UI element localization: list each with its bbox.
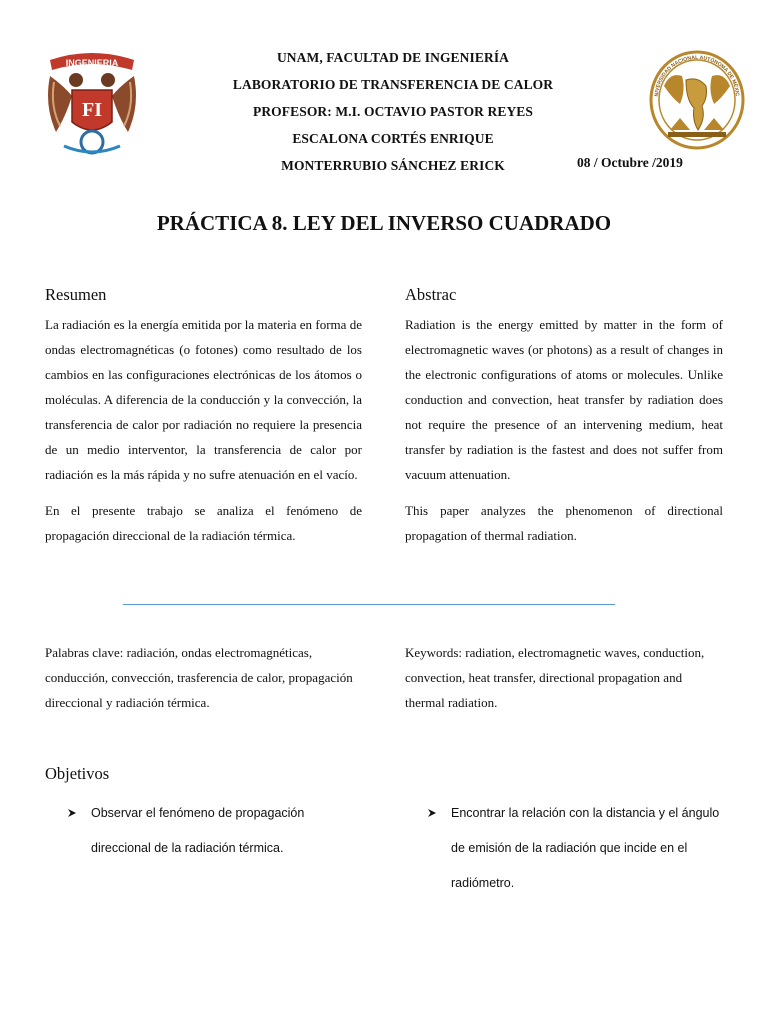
resumen-section [45, 284, 362, 548]
objetivos-heading: Objetivos [45, 764, 110, 783]
list-item [427, 796, 727, 901]
arrow-bullet-icon [427, 808, 437, 818]
keywords-en [405, 640, 723, 715]
logo-fi-letters: FI [82, 99, 102, 121]
document-title: PRÁCTICA 8. LEY DEL INVERSO CUADRADO [156, 211, 612, 235]
author-line-1: ESCALONA CORTÉS ENRIQUE [292, 131, 494, 146]
logo-banner-text: INGENIERIA [65, 58, 119, 68]
header-info [200, 44, 586, 179]
author-line-2: MONTERRUBIO SÁNCHEZ ERICK [281, 158, 505, 173]
resumen-heading: Resumen [45, 285, 107, 304]
resumen-paragraph-2: En el presente trabajo se analiza el fenómeno de propagación direccional de la radiación térmica. [45, 503, 362, 543]
objetivo-left [67, 796, 357, 866]
keywords-es-text: Palabras clave: radiación, ondas electromagnéticas, conducción, convección, trasferencia de calor, propagación direccional y radiación térmica. [45, 645, 353, 710]
resumen-paragraph-1: La radiación es la energía emitida por la materia en forma de ondas electromagnéticas (o fotones) como resultado de los cambios en las configuraciones electrónicas de los átomos o moléculas. A diferencia de la conducción y la convección, la transferencia de calor por radiación no requiere la presencia de un medio interventor, la transferencia de calor por radiación es la más rápida y no sufre atenuación en el vacío. [45, 317, 362, 482]
section-divider [123, 604, 615, 605]
objetivo-left-text: Observar el fenómeno de propagación direccional de la radiación térmica. [91, 806, 305, 855]
abstract-paragraph-2: This paper analyzes the phenomenon of directional propagation of thermal radiation. [405, 503, 723, 543]
institution-line: UNAM, FACULTAD DE INGENIERÍA [276, 50, 510, 65]
abstract-heading: Abstrac [405, 285, 457, 304]
seal-text: NIVERSIDAD NACIONAL AUTÓNOMA DE MÉXIC [653, 54, 740, 97]
objetivo-right [427, 796, 727, 901]
keywords-es [45, 640, 362, 715]
ingenieria-logo [42, 46, 142, 158]
list-item [67, 796, 357, 866]
laboratory-line: LABORATORIO DE TRANSFERENCIA DE CALOR [232, 77, 554, 92]
unam-seal-logo [646, 46, 748, 152]
abstract-section [405, 284, 723, 548]
abstract-paragraph-1: Radiation is the energy emitted by matter in the form of electromagnetic waves (or photons) as a result of changes in the electronic configurations of atoms or molecules. Unlike conduction and convection, heat transfer by radiation does not require the presence of an intervening medium, heat transfer by radiation is the fastest and does not suffer from vacuum attenuation. [405, 317, 723, 482]
professor-line: PROFESOR: M.I. OCTAVIO PASTOR REYES [252, 104, 534, 119]
objetivo-right-text: Encontrar la relación con la distancia y el ángulo de emisión de la radiación que incide en el radiómetro. [451, 806, 720, 890]
arrow-bullet-icon [67, 808, 77, 818]
keywords-en-text: Keywords: radiation, electromagnetic waves, conduction, convection, heat transfer, directional propagation and thermal radiation. [405, 645, 705, 710]
document-date: 08 / Octubre /2019 [577, 155, 683, 170]
